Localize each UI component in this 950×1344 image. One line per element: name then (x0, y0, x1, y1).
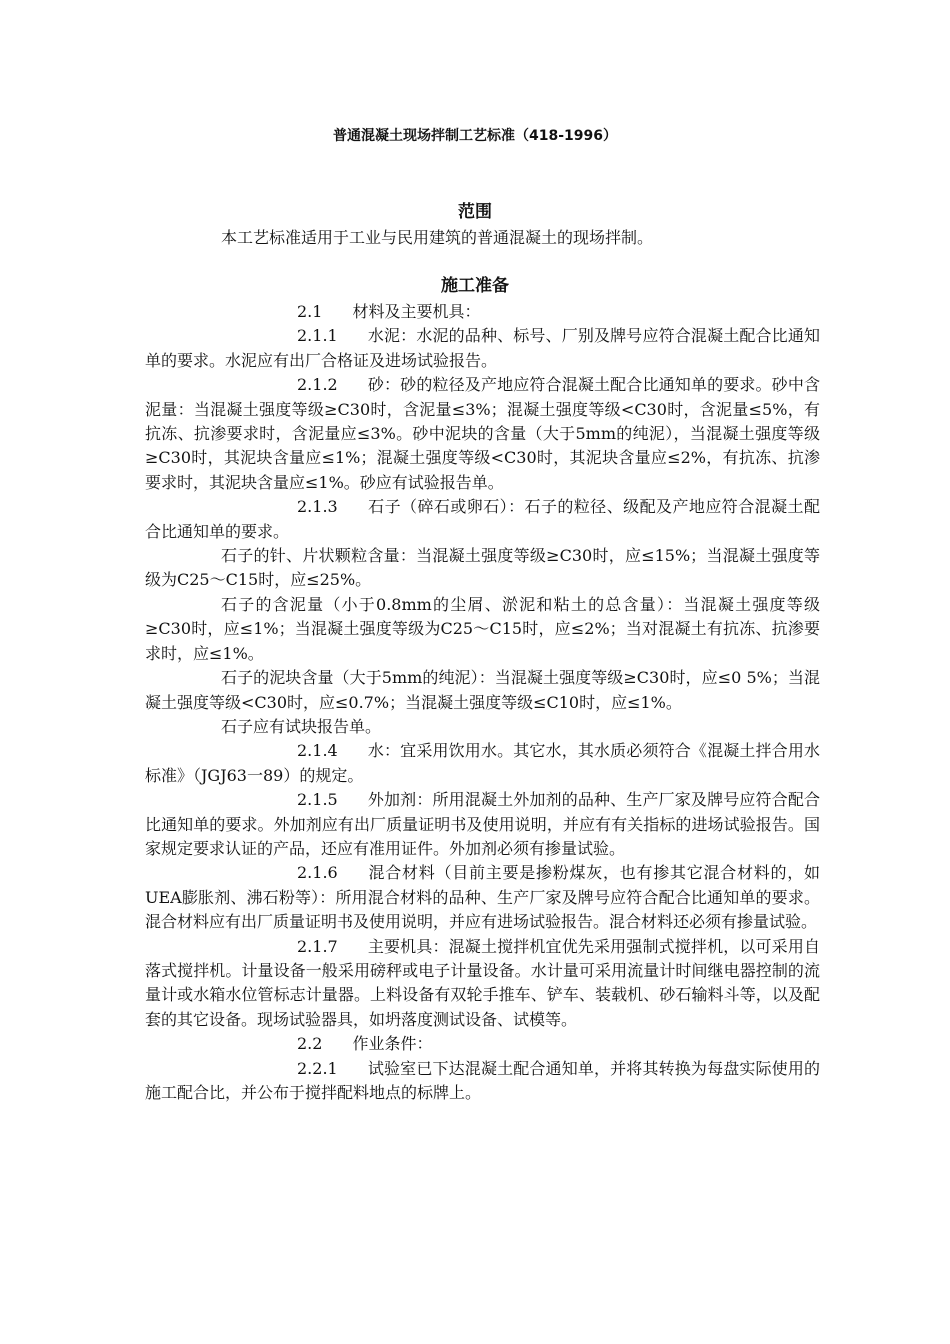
paragraph-text: 作业条件： (352, 1034, 433, 1054)
paragraph-2-1-6 (145, 861, 820, 934)
paragraph-2-1-2 (145, 373, 820, 495)
clause-number: 2.1.6 (297, 863, 338, 883)
paragraph-text: 石子应有试块报告单。 (221, 716, 382, 736)
paragraph-text: 水：宜采用饮用水。其它水，其水质必须符合《混凝土拌合用水标准》（JGJ63一89）的规定。 (145, 741, 820, 785)
paragraph-stone-flaky (145, 544, 820, 593)
paragraph-2-1-7 (145, 935, 820, 1033)
paragraph (145, 226, 820, 250)
paragraph-2-1-1 (145, 324, 820, 373)
clause-number: 2.1.3 (297, 497, 338, 517)
paragraph-text: 外加剂：所用混凝土外加剂的品种、生产厂家及牌号应符合配合比通知单的要求。外加剂应有出厂质量证明书及使用说明，并应有有关指标的进场试验报告。国家规定要求认证的产品，还应有准用证件。外加剂必须有掺量试验。 (145, 790, 820, 858)
clause-number: 2.1 (297, 302, 323, 321)
paragraph-stone-report (145, 715, 820, 739)
paragraph-text: 砂：砂的粒径及产地应符合混凝土配合比通知单的要求。砂中含泥量：当混凝土强度等级≥C30时，含泥量≤3%；混凝土强度等级<C30时，含泥量≤5%，有抗冻、抗渗要求时，含泥量应≤3%。砂中泥块的含量（大于5mm的纯泥），当混凝土强度等级≥C30时，其泥块含量应≤1%；混凝土强度等级<C30时，其泥块含量应≤2%，有抗冻、抗渗要求时，其泥块含量应≤1%。砂应有试验报告单。 (145, 375, 820, 492)
clause-number: 2.1.5 (297, 790, 338, 810)
clause-number: 2.1.2 (297, 375, 338, 395)
paragraph-text: 石子的含泥量（小于0.8mm的尘屑、淤泥和粘土的总含量）：当混凝土强度等级≥C30时，应≤1%；当混凝土强度等级为C25～C15时，应≤2%；当对混凝土有抗冻、抗渗要求时，应≤1%。 (145, 594, 820, 663)
clause-number: 2.2.1 (297, 1058, 338, 1078)
paragraph-2-1-4 (145, 739, 820, 788)
paragraph-text: 混合材料（目前主要是掺粉煤灰，也有掺其它混合材料的，如UEA膨胀剂、沸石粉等）：所用混合材料的品种、生产厂家及牌号应符合配合比通知单的要求。混合材料应有出厂质量证明书及使用说明，并应有进场试验报告。混合材料还必须有掺量试验。 (145, 863, 820, 932)
paragraph-2-1 (145, 300, 820, 324)
clause-number: 2.1.1 (297, 326, 338, 346)
paragraph-2-1-3 (145, 495, 820, 544)
paragraph-stone-lumps (145, 666, 820, 715)
section-preparation-body (145, 300, 820, 1105)
paragraph-2-2-1 (145, 1057, 820, 1106)
clause-number: 2.2 (297, 1034, 323, 1054)
paragraph-text: 石子的针、片状颗粒含量：当混凝土强度等级≥C30时，应≤15%；当混凝土强度等级为C25～C15时，应≤25%。 (145, 546, 820, 590)
paragraph-text: 水泥：水泥的品种、标号、厂别及牌号应符合混凝土配合比通知单的要求。水泥应有出厂合格证及进场试验报告。 (145, 326, 820, 370)
section-scope-body (145, 226, 820, 250)
paragraph-text: 材料及主要机具： (352, 302, 481, 321)
paragraph-2-1-5 (145, 788, 820, 861)
clause-number: 2.1.4 (297, 741, 338, 761)
paragraph-stone-mud (145, 593, 820, 666)
paragraph-text: 石子（碎石或卵石）：石子的粒径、级配及产地应符合混凝土配合比通知单的要求。 (145, 497, 820, 541)
clause-number: 2.1.7 (297, 936, 338, 956)
section-heading-preparation: 施工准备 (441, 276, 509, 296)
paragraph-2-2 (145, 1032, 820, 1056)
paragraph-text: 试验室已下达混凝土配合通知单，并将其转换为每盘实际使用的施工配合比，并公布于搅拌配料地点的标牌上。 (145, 1058, 820, 1102)
paragraph-text: 主要机具：混凝土搅拌机宜优先采用强制式搅拌机，以可采用自落式搅拌机。计量设备一般采用磅秤或电子计量设备。水计量可采用流量计时间继电器控制的流量计或水箱水位管标志计量器。上料设备有双轮手推车、铲车、装载机、砂石输料斗等，以及配套的其它设备。现场试验器具，如坍落度测试设备、试模等。 (145, 936, 820, 1029)
document-title: 普通混凝土现场拌制工艺标准（418-1996） (333, 128, 617, 144)
paragraph-text: 石子的泥块含量（大于5mm的纯泥）：当混凝土强度等级≥C30时，应≤0 5%；当混凝土强度等级<C30时，应≤0.7%；当混凝土强度等级≤C10时，应≤1%。 (145, 668, 820, 712)
section-heading-scope: 范围 (458, 202, 492, 222)
paragraph-text: 本工艺标准适用于工业与民用建筑的普通混凝土的现场拌制。 (221, 228, 654, 247)
